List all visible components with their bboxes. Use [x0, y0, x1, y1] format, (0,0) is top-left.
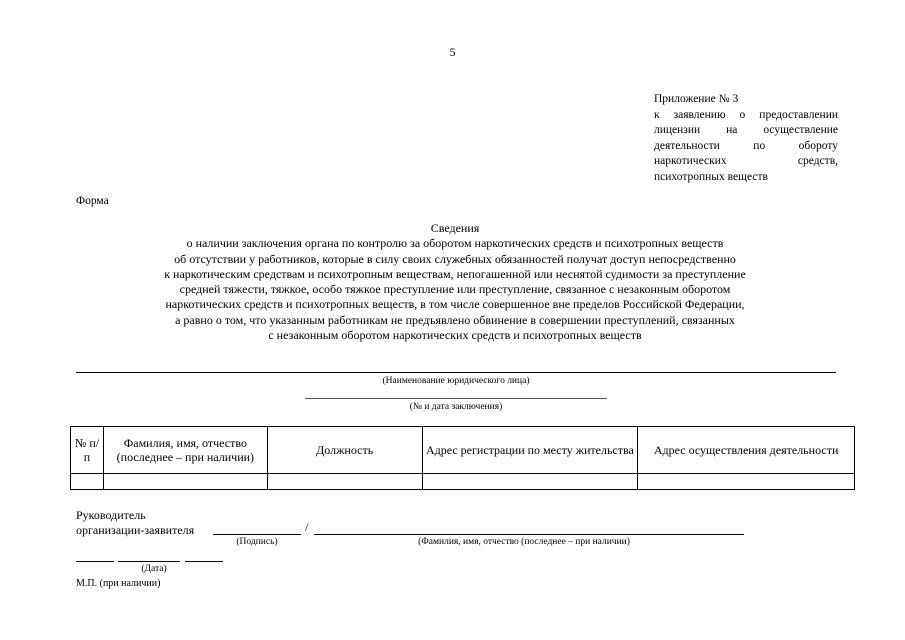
table-cell: [422, 474, 638, 490]
signature-caption: (Подпись): [236, 537, 278, 547]
employees-table: [70, 426, 855, 490]
heading-title: Сведения: [430, 221, 480, 235]
signatory-line-1: Руководитель: [76, 508, 146, 522]
header-position: Должность: [267, 427, 422, 474]
table-cell: [103, 474, 267, 490]
full-name-line: [314, 534, 744, 535]
signature-line: [213, 534, 301, 535]
appendix-block: [654, 92, 838, 185]
header-number: № п/п: [71, 427, 104, 474]
legal-entity-caption: (Наименование юридического лица): [382, 376, 530, 386]
heading-line: об отсутствии у работников, которые в силу своих служебных обязанностей получат доступ непосредственно: [174, 251, 736, 266]
form-label: Форма: [76, 195, 109, 207]
header-registration-address: Адрес регистрации по месту жительства: [422, 427, 638, 474]
table-cell: [71, 474, 104, 490]
conclusion-line: [305, 398, 607, 399]
appendix-body: к заявлению о предоставлении лицензии на осуществление деятельности по обороту наркотических средств, психотропных веществ: [654, 108, 838, 183]
date-year-line: [185, 561, 223, 562]
conclusion-caption: (№ и дата заключения): [409, 402, 503, 412]
stamp-caption: М.П. (при наличии): [76, 578, 161, 589]
table-cell: [638, 474, 855, 490]
date-month-line: [118, 561, 180, 562]
table-row: [71, 474, 855, 490]
header-full-name: Фамилия, имя, отчество (последнее – при наличии): [103, 427, 267, 474]
appendix-title: Приложение № 3: [654, 93, 739, 105]
signatory-line-2: организации-заявителя: [76, 523, 195, 537]
document-heading: [60, 221, 850, 343]
signature-separator: /: [305, 520, 309, 534]
heading-line: средней тяжести, тяжкое, особо тяжкое преступление или преступление, связанное с незаконным оборотом: [179, 282, 731, 297]
full-name-caption: (Фамилия, имя, отчество (последнее – при наличии): [418, 537, 630, 547]
heading-line: а равно о том, что указанным работникам не предъявлено обвинение в совершении преступлений, связанных: [175, 312, 735, 327]
date-caption: (Дата): [141, 564, 167, 574]
header-activity-address: Адрес осуществления деятельности: [638, 427, 855, 474]
heading-line: наркотических средств и психотропных веществ, в том числе совершенное вне пределов Российской Федерации,: [165, 297, 745, 312]
legal-entity-line: [76, 372, 836, 373]
page-number: 5: [449, 45, 456, 59]
table-cell: [267, 474, 422, 490]
date-day-line: [76, 561, 114, 562]
heading-line: о наличии заключения органа по контролю за оборотом наркотических средств и психотропных веществ: [186, 236, 724, 251]
heading-line: к наркотическим средствам и психотропным веществам, непогашенной или неснятой судимости за преступление: [164, 266, 746, 281]
signatory-label: [76, 508, 194, 538]
table-header-row: [71, 427, 855, 474]
heading-line: с незаконным оборотом наркотических средств и психотропных веществ: [268, 328, 642, 343]
